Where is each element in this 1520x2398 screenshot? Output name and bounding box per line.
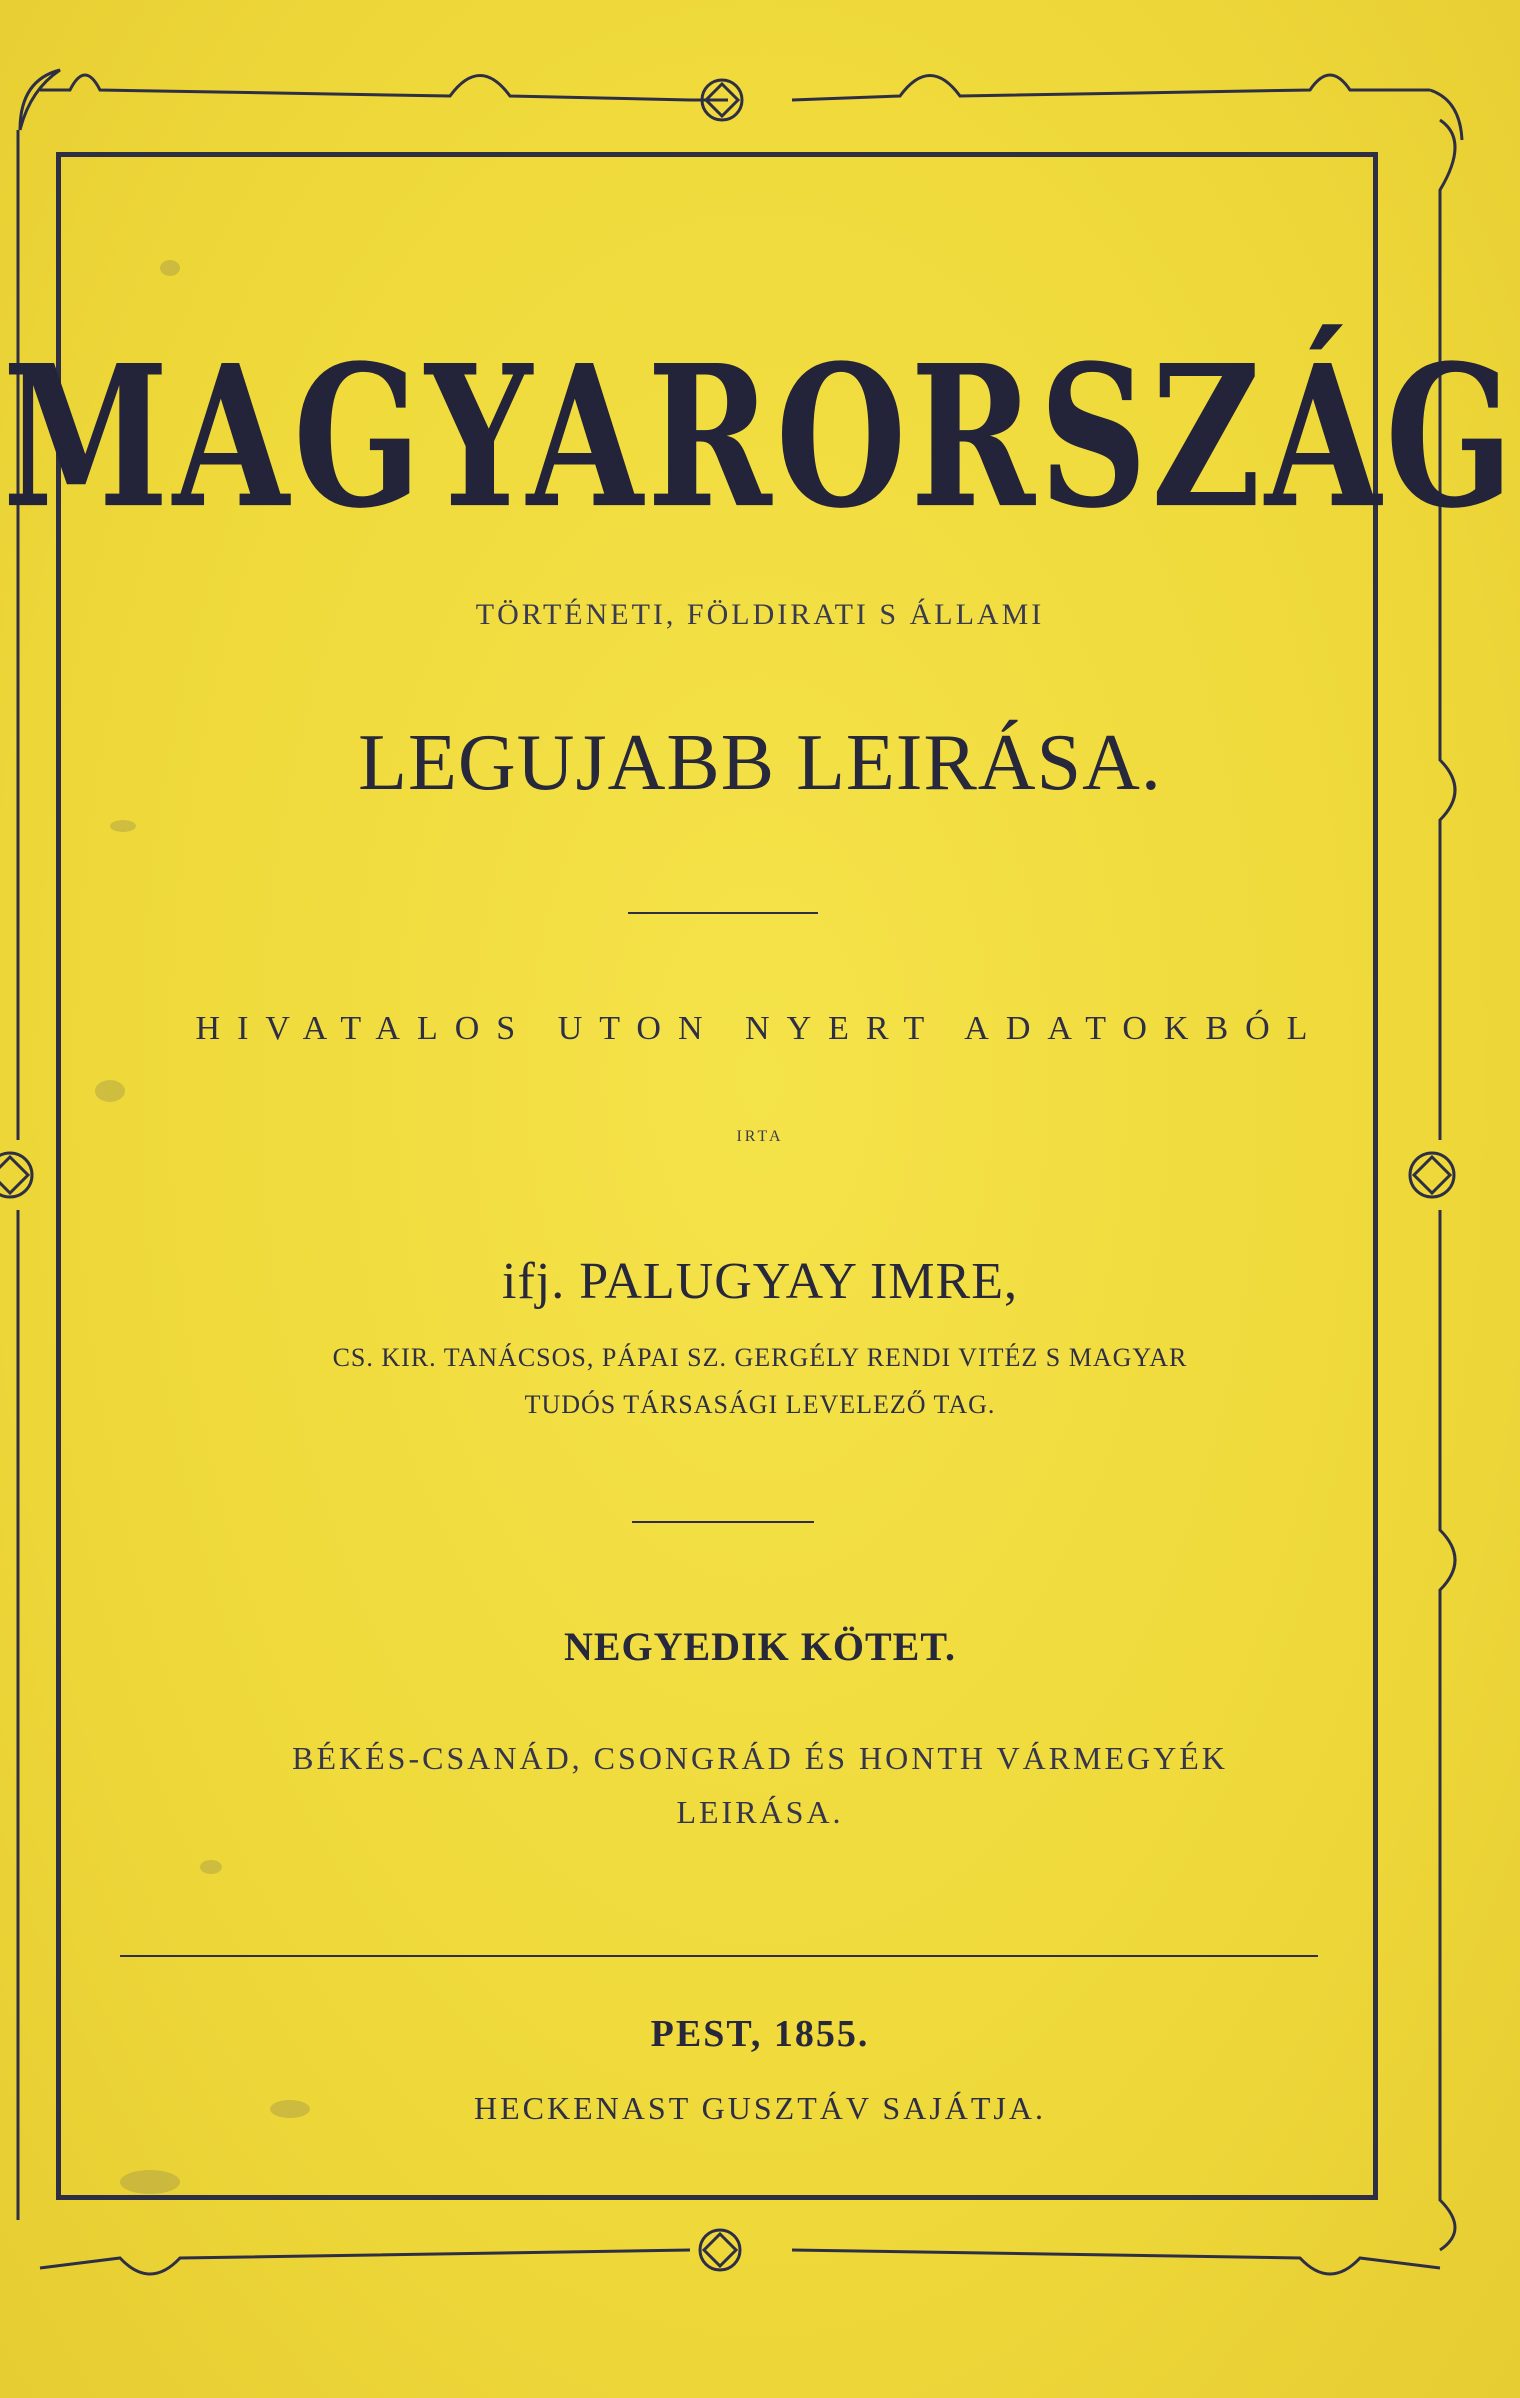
contents-line2: LEIRÁSA.: [676, 1794, 844, 1830]
paper-speck: [200, 1860, 222, 1874]
written-by-label: IRTA: [736, 1128, 784, 1145]
paper-speck: [95, 1080, 125, 1102]
subtitle-large: LEGUJABB LEIRÁSA.: [358, 719, 1162, 807]
contents-line1: BÉKÉS-CSANÁD, CSONGRÁD ÉS HONTH VÁRMEGYÉK: [292, 1740, 1228, 1776]
author-name: ifj. PALUGYAY IMRE,: [502, 1253, 1018, 1310]
divider-rule: [628, 912, 818, 914]
paper-speck: [270, 2100, 310, 2118]
paper-speck: [120, 2170, 180, 2194]
author-titles-line1: CS. KIR. TANÁCSOS, PÁPAI SZ. GERGÉLY RENDI VITÉZ S MAGYAR: [332, 1343, 1188, 1372]
place-year: PEST, 1855.: [650, 2013, 870, 2055]
imprint-rule: [120, 1955, 1318, 1957]
paper-speck: [110, 820, 136, 832]
book-title: MAGYARORSZÁG: [2, 323, 1518, 552]
divider-rule: [632, 1521, 814, 1523]
source-note: HIVATALOS UTON NYERT ADATOKBÓL: [195, 1010, 1325, 1047]
publisher: HECKENAST GUSZTÁV SAJÁTJA.: [474, 2090, 1046, 2126]
paper-speck: [160, 260, 180, 276]
subtitle-small: TÖRTÉNETI, FÖLDIRATI S ÁLLAMI: [475, 598, 1045, 631]
author-titles-line2: TUDÓS TÁRSASÁGI LEVELEZŐ TAG.: [524, 1390, 996, 1419]
volume-label: NEGYEDIK KÖTET.: [563, 1624, 957, 1669]
